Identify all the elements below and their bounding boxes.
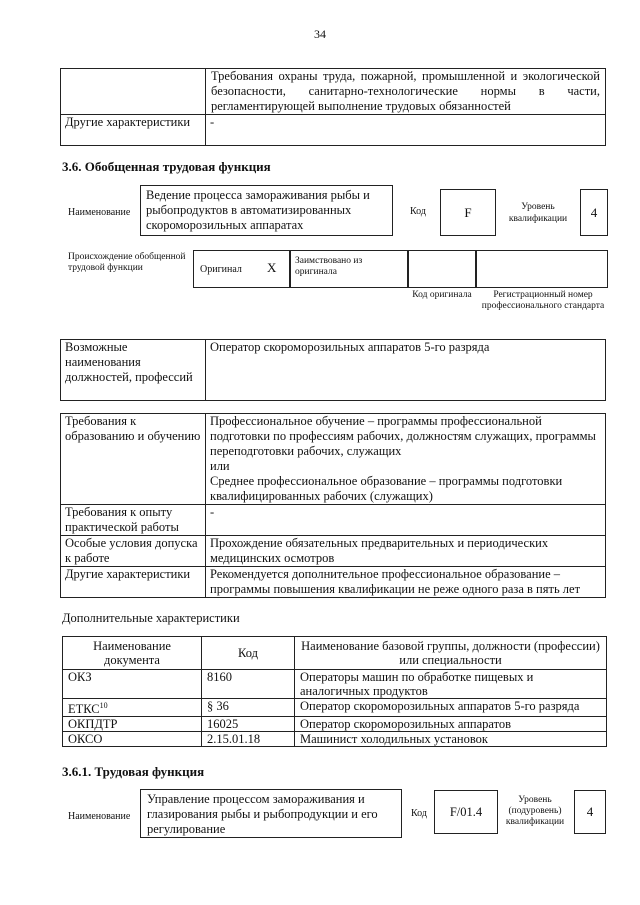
gtf-origin-label: Происхождение обобщенной трудовой функции [68,252,186,273]
req-other-label: Другие характеристики [61,567,206,598]
req-conditions-value: Прохождение обязательных предварительных и периодических медицинских осмотров [206,536,606,567]
gtf-original-code-caption: Код оригинала [412,290,472,300]
table-row [63,699,607,717]
tf-level-value: 4 [574,790,606,834]
additional-code: § 36 [202,699,295,717]
additional-name: Машинист холодильных установок [295,732,607,747]
additional-name: Операторы машин по обработке пищевых и аналогичных продуктов [295,670,607,699]
table-row [63,670,607,699]
gtf-reg-number-cell [476,250,608,288]
gtf-name-value: Ведение процесса замораживания рыбы и рыбопродуктов в автоматизированных скороморозильных аппаратах [140,185,393,236]
additional-doc: ОКЗ [63,670,202,699]
additional-doc: ОКПДТР [63,717,202,732]
additional-table [62,636,607,747]
req-conditions-label: Особые условия допуска к работе [61,536,206,567]
positions-label: Возможные наименования должностей, профессий [61,340,206,401]
footnote-mark: 10 [99,701,108,710]
req-education-label: Требования к образованию и обучению [61,414,206,505]
gtf-original-label: Оригинал [200,264,242,275]
req-other-value: Рекомендуется дополнительное профессиональное образование – программы повышения квалификации не реже одного раза в пять лет [206,567,606,598]
positions-value: Оператор скороморозильных аппаратов 5-го разряда [206,340,606,401]
additional-code: 2.15.01.18 [202,732,295,747]
tf-name-value: Управление процессом замораживания и глазирования рыбы и рыбопродукции и его регулирование [140,789,402,838]
gtf-name-label: Наименование [68,207,131,218]
table-row [63,732,607,747]
gtf-code-value: F [440,189,496,236]
additional-header-doc: Наименование документа [63,637,202,670]
gtf-original-code-cell [408,250,476,288]
top-table-value-line: Требования охраны труда, пожарной, промышленной и экологической [211,69,600,83]
additional-name: Оператор скороморозильных аппаратов [295,717,607,732]
req-education-value: Профессиональное обучение – программы профессиональной подготовки по профессиям рабочих, должностям служащих, программы переподготовки рабочих, служащих или Среднее профессиональное образование – программы подготовки квалифицированных рабочих (служащих) [206,414,606,505]
tf-level-label: Уровень (подуровень) квалификации [505,795,565,827]
section-heading-3-6-1: 3.6.1. Трудовая функция [62,764,205,779]
req-experience-value: - [206,505,606,536]
gtf-level-label: Уровень квалификации [508,202,568,224]
tf-name-label: Наименование [68,811,131,822]
top-table-empty-label-cell [61,69,206,115]
table-row [63,717,607,732]
additional-code: 16025 [202,717,295,732]
top-table-other-value: - [206,115,606,146]
top-table-other-label: Другие характеристики [61,115,206,146]
additional-code: 8160 [202,670,295,699]
gtf-original-mark: X [267,260,277,275]
gtf-borrowed-label: Заимствовано из оригинала [295,256,363,277]
gtf-code-label: Код [410,206,426,217]
additional-doc: ОКСО [63,732,202,747]
positions-table [60,339,606,401]
top-table-requirements-cell [206,69,606,115]
top-table-value-line: регламентирующей выполнение трудовых обязанностей [211,99,511,113]
additional-header-name: Наименование базовой группы, должности (профессии) или специальности [295,637,607,670]
additional-header-code: Код [202,637,295,670]
requirements-table [60,413,606,598]
top-table [60,68,606,146]
section-heading-3-6: 3.6. Обобщенная трудовая функция [62,159,271,174]
req-experience-label: Требования к опыту практической работы [61,505,206,536]
top-table-value-line: безопасности, санитарно-технологические нормы в части, [211,84,600,98]
additional-heading: Дополнительные характеристики [62,611,240,625]
tf-code-value: F/01.4 [434,790,498,834]
gtf-reg-number-caption: Регистрационный номер профессионального стандарта [481,290,605,311]
page-number: 34 [314,27,326,41]
gtf-level-value: 4 [580,189,608,236]
additional-name: Оператор скороморозильных аппаратов 5-го разряда [295,699,607,717]
additional-doc: ЕТКС$^{10}$ [63,699,202,717]
tf-code-label: Код [411,808,427,819]
